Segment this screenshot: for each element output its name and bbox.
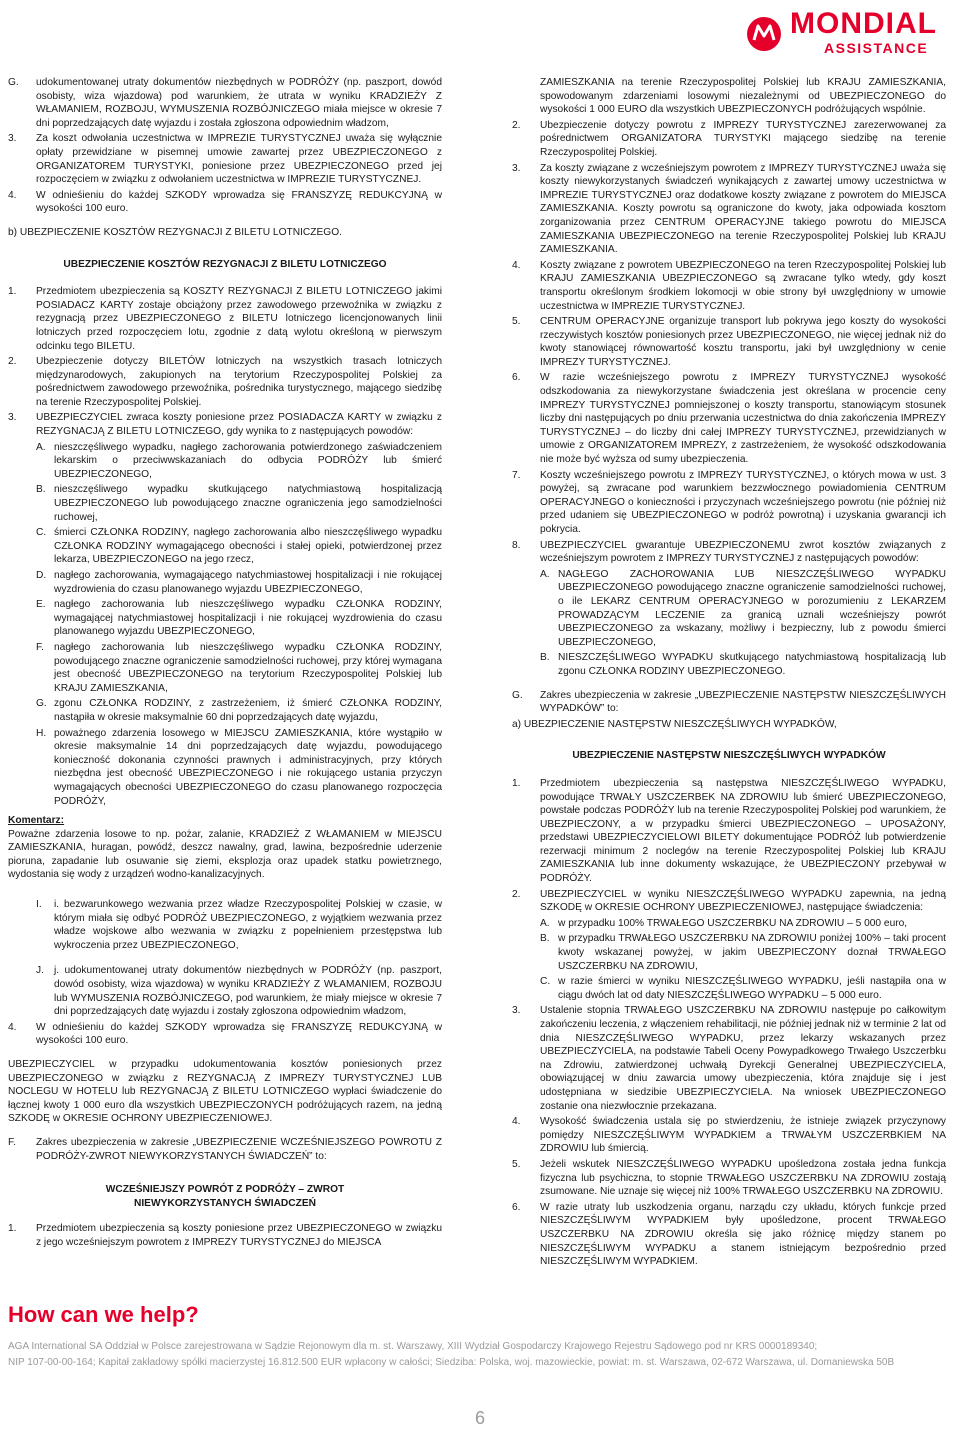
section-subtitle: b) UBEZPIECZENIE KOSZTÓW REZYGNACJI Z BILETU LOTNICZEGO. [8, 226, 342, 238]
brand-sub: ASSISTANCE [824, 40, 929, 56]
list-item: 4. W odnieśieniu do każdej SZKODY wprowadza się FRANSZYZĘ REDUKCYJNĄ w wysokości 100 euro. [8, 1021, 442, 1047]
list-item: 2. Ubezpieczenie dotyczy BILETÓW lotniczych na wszystkich trasach lotniczych międzynarodowych, zakupionych na terytorium Rzeczypospolitej Polskiej za pośrednictwem zawodowego przewoźnika, pośrednika turystycznego, mającego siedzibę na terenie Rzeczypospolitej Polskiej. [8, 356, 442, 408]
list-item: 5. Jeżeli wskutek NIESZCZĘŚLIWEGO WYPADKU upośledzona została jedna funkcja fizyczna lub psychiczna, to stopnie TRWAŁEGO USZCZERBKU NA ZDROWIU zostają zsumowane. Nie uznaje się więcej niż 100% TRWAŁEGO USZCZERBKU NA ZDROWIU. [512, 1158, 946, 1198]
sub-item: J. j. udokumentowanej utraty dokumentów niezbędnych w PODRÓŻY (np. paszport, dowód osobisty, wiza wjazdowa) w wyniku KRADZIEŻY Z WŁAMANIEM, ROZBOJU lub WYMUSZENIA ROZBÓJNICZEGO, pod warunkiem, że miały miejsce w okresie 7 dni poprzedzających datę wyjazdu i zostały zgłoszona odpowiednim władzom, [36, 965, 442, 1018]
sub-item: H. poważnego zdarzenia losowego w MIEJSCU ZAMIESZKANIA, które wystąpiło w okresie maksymalnie 14 dni poprzedzających datę wyjazdu, powodującego konieczność dokonania czynności prawnych i administracyjnych, przy których niezbędna jest obecność UBEZPIECZONEGO i nie rokującego ustania przyczyn wymagających obecności UBEZPIECZONEGO do czasu planowanego rozpoczęcia PODRÓŻY, [36, 727, 442, 807]
list-item: 2. UBEZPIECZYCIEL w wyniku NIESZCZĘŚLIWEGO WYPADKU zapewnia, na jedną SZKODĘ w OKRESIE OCHRONY UBEZPIECZENIOWEJ, następujące świadczenia: [512, 888, 946, 914]
mondial-logo-icon [746, 14, 782, 54]
section-subtitle: a) UBEZPIECZENIE NASTĘPSTW NIESZCZĘŚLIWYCH WYPADKÓW, [512, 718, 837, 730]
list-item: 3. UBEZPIECZYCIEL zwraca koszty poniesione przez POSIADACZA KARTY w związku z REZYGNACJĄ Z BILETU LOTNICZEGO, gdy wynika to z następujących powodów: [8, 412, 442, 438]
sub-item: B. w przypadku TRWAŁEGO USZCZERBKU NA ZDROWIU poniżej 100% – taki procent kwoty wskazanej powyżej, w jakim UBEZPIECZONY doznał TRWAŁEGO USZCZERBKU NA ZDROWIU, [540, 933, 946, 972]
list-item: 1. Przedmiotem ubezpieczenia są KOSZTY REZYGNACJI Z BILETU LOTNICZEGO jakimi POSIADACZ KARTY zostaje obciążony przez zawodowego przewoźnika w związku z rezygnacją przez UBEZPIECZONEGO z BILETU lotniczego licencjonowanych linii lotniczych przed rozpoczęciem lotu, zgodnie z datą wylotu określoną w pierwszym odcinku tego BILETU. [8, 286, 442, 352]
page-number: 6 [474, 1408, 485, 1428]
list-item: 6. W razie utraty lub uszkodzenia organu, narządu czy układu, których funkcje przed NIESZCZĘŚLIWYM WYPADKIEM były upośledzone, procent TRWAŁEGO USZCZERBKU NA ZDROWIU określa się jako różnicę między stanem po NIESZCZĘŚLIWYM WYPADKU a stanem istniejącym bezpośrednio przed NIESZCZĘŚLIWYM WYPADKIEM. [512, 1201, 946, 1268]
list-item: 4. Wysokość świadczenia ustala się po stwierdzeniu, że istnieje związek przyczynowy pomiędzy NIESZCZĘŚLIWYM WYPADKIEM a TRWAŁYM USZCZERBKIEM NA ZDROWIU lub śmiercią. [512, 1116, 946, 1155]
section-heading: UBEZPIECZENIE KOSZTÓW REZYGNACJI Z BILETU LOTNICZEGO [63, 258, 387, 270]
paragraph: UBEZPIECZYCIEL w przypadku udokumentowania kosztów poniesionych przez UBEZPIECZONEGO w związku z REZYGNACJĄ Z IMPREZY TURYSTYCZNEJ LUB NOCLEGU W HOTELU lub REZYGNACJĄ Z BILETU LOTNICZEGO wypłaci świadczenie do łącznej kwoty 1 000 euro dla wszystkich UBEZPIECZONYCH podróżujących razem, na jedną SZKODĘ w OKRESIE OCHRONY UBEZPIECZENIOWEJ. [8, 1059, 442, 1125]
list-item: 6. W razie wcześniejszego powrotu z IMPREZY TURYSTYCZNEJ wysokość odszkodowania za niewykorzystane świadczenia jest określana w procencie ceny IMPREZY TURYSTYCZNEJ pomniejszonej o koszty transportu, stanowiącym stosunek liczby dni następujących po dniu przerwania uczestnictwa do dnia zakończenia IMPREZY TURYSTYCZNEJ – do liczby dni całej IMPREZY TURYSTYCZNEJ, przewidzianych w umowie z ORGANIZATOREM IMPREZY, z zastrzeżeniem, że wysokość odszkodowania nie może być wyższa od sumy ubezpieczenia. [512, 372, 946, 466]
sub-item: C. w razie śmierci w wyniku NIESZCZĘŚLIWEGO WYPADKU, jeśli nastąpiła ona w ciągu dwóch lat od daty NIESZCZĘŚLIWEGO WYPADKU – 5 000 euro. [540, 976, 946, 1001]
sub-item: B. NIESZCZĘŚLIWEGO WYPADKU skutkującego natychmiastową hospitalizacją lub zgonu CZŁONKA RODZINY UBEZPIECZONEGO. [540, 652, 946, 677]
list-item: 4. Koszty związane z powrotem UBEZPIECZONEGO na teren Rzeczypospolitej Polskiej lub KRAJU ZAMIESZKANIA UBEZPIECZONEGO są zwracane tylko wtedy, gdy koszt transportu określonym środkiem lokomocji w obie strony był uwzględniony w umowie uczestnictwa w IMPREZIE TURYSTYCZNEJ. [512, 259, 946, 312]
list-item: G. udokumentowanej utraty dokumentów niezbędnych w PODRÓŻY (np. paszport, dowód osobisty, wiza wjazdowa) pod warunkiem, że utrata w wyniku KRADZIEŻY Z WŁAMANIEM, ROZBOJU, WYMUSZENIA ROZBÓJNICZEGO miała miejsce w okresie 7 dni poprzedzających datę wyjazdu i została zgłoszona odpowiednim władzom, [8, 77, 442, 129]
comment-text: Poważne zdarzenia losowe to np. pożar, zalanie, KRADZIEŻ Z WŁAMANIEM w MIEJSCU ZAMIESZKANIA, huragan, powódź, deszcz nawalny, grad, lawina, bezpośrednie uderzenie pioruna, zapadanie lub osuwanie się ziemi, eksplozja oraz upadek statku powietrznego, wydostania się wody z urządzeń wodno-kanalizacyjnych. [8, 828, 442, 881]
sub-item: D. nagłego zachorowania, wymagającego natychmiastowej hospitalizacji i nie rokującej wyzdrowienia do czasu planowanego wyjazdu UBEZPIECZONEGO, [36, 570, 442, 595]
help-title: How can we help? [8, 1302, 199, 1327]
sub-item: G. zgonu CZŁONKA RODZINY, z zastrzeżeniem, iż śmierć CZŁONKA RODZINY, nastąpiła w okresie maksymalnie 60 dni poprzedzających datę wyjazdu, [36, 698, 442, 723]
sub-item: A. nieszczęśliwego wypadku, nagłego zachorowania potwierdzonego zaświadczeniem lekarskim o przeciwwskazaniach do odbycia PODRÓŻY lub śmierć UBEZPIECZONEGO, [36, 441, 442, 480]
sub-item: I. i. bezwarunkowego wezwania przez władze Rzeczypospolitej Polskiej w czasie, w którym miała się odbyć PODRÓŻ UBEZPIECZONEGO, z wyjątkiem wezwania przez władze wojskowe albo wezwania w związku z popełnieniem przestępstwa lub wykroczenia przez UBEZPIECZONEGO, [36, 899, 442, 951]
comment-title: Komentarz: [8, 815, 65, 827]
list-item: 3. Ustalenie stopnia TRWAŁEGO USZCZERBKU NA ZDROWIU następuje po całkowitym zakończeniu leczenia, z włączeniem rehabilitacji, nie później jednak niż w terminie 2 lat od dnia NIESZCZĘŚLIWEGO WYPADKU, przez lekarzy wskazanych przez UBEZPIECZYCIELA, na podstawie Tabeli Oceny Powypadkowego Trwałego Uszczerbku na Zdrowiu, zatwierdzonej uchwałą Dyrekcji Generalnej UBEZPIECZYCIELA, obowiązującej w dniu zawarcia umowy ubezpieczenia, która znajduje się i jest udostępniana w siedzibie UBEZPIECZYCIELA. Na wniosek UBEZPIECZONEGO zostanie ona niezwłocznie przekazana. [512, 1005, 947, 1112]
list-item: 4. W odnieśieniu do każdej SZKODY wprowadza się FRANSZYZĘ REDUKCYJNĄ w wysokości 100 euro. [8, 189, 442, 215]
sub-item: F. nagłego zachorowania lub nieszczęśliwego wypadku CZŁONKA RODZINY, powodującego znaczne ograniczenie samodzielności ruchowej, przy której wymagana jest obecność UBEZPIECZONEGO na terytorium Rzeczypospolitej Polskiej lub KRAJU ZAMIESZKANIA, [36, 641, 442, 694]
right-column [512, 76, 946, 1271]
sub-item: B. nieszczęśliwego wypadku skutkującego natychmiastową hospitalizacją UBEZPIECZONEGO lub powodującego znaczne ograniczenia jego samodzielności ruchowej, [36, 484, 442, 523]
left-column [8, 76, 442, 1252]
list-item: 7. Koszty wcześniejszego powrotu z IMPREZY TURYSTYCZNEJ, o których mowa w ust. 3 powyżej, są zwracane pod warunkiem bezzwłocznego powiadomienia CENTRUM OPERACYJNEGO o konieczności i przyczynach wcześniejszego powrotu (nie później niż przed udaniem się UBEZPIECZONEGO w podróż powrotną) i uzyskania gwarancji ich pokrycia. [512, 469, 946, 535]
section-heading: UBEZPIECZENIE NASTĘPSTW NIESZCZĘŚLIWYCH WYPADKÓW [572, 750, 886, 762]
list-item: 5. CENTRUM OPERACYJNE organizuje transport lub pokrywa jego koszty do wysokości rzeczywistych kosztów poniesionych przez UBEZPIECZONEGO, nie więcej jednak niż do kwoty stanowiącej równowartość kosztu transportu, jaki był uwzględniony w cenie IMPREZY TURYSTYCZNEJ. [512, 316, 946, 368]
list-item: 3. Za koszty związane z wcześniejszym powrotem z IMPREZY TURYSTYCZNEJ uważa się koszty niewykorzystanych świadczeń wynikających z zawartej umowy uczestnictwa w IMPREZIE TURYSTYCZNEJ oraz dodatkowe koszty związane z powrotem do MIEJSCA ZAMIESZKANIA. Koszty powrotu są ograniczone do kwoty, jaka odpowiada kosztom zorganizowania przez CENTRUM OPERACYJNE takiego powrotu do MIEJSCA ZAMIESZKANIA UBEZPIECZONEGO na terenie Rzeczypospolitej Polskiej lub KRAJU ZAMIESZKANIA. [512, 162, 946, 256]
footer-legal-line: AGA International SA Oddział w Polsce zarejestrowana w Sądzie Rejonowym dla m. st. Warszawy, XIII Wydział Gospodarczy Krajowego Rejestru Sądowego pod nr KRS 0000189340; [8, 1341, 818, 1352]
sub-item: A. NAGŁEGO ZACHOROWANIA LUB NIESZCZĘŚLIWEGO WYPADKU UBEZPIECZONEGO powodującego znaczne ograniczenie samodzielności ruchowej, o ile LEKARZ CENTRUM OPERACYJNEGO w porozumieniu z LEKARZEM PROWADZĄCYM LECZENIE za granicą uznali wcześniejszy powrót UBEZPIECZONEGO za wskazany, możliwy i bezpieczny, lub z powodu śmierci UBEZPIECZONEGO, [540, 568, 946, 648]
section-heading: WCZEŚNIEJSZY POWRÓT Z PODRÓŻY – ZWROT NIEWYKORZYSTANYCH ŚWIADCZEŃ [105, 1184, 345, 1209]
sub-item: A. w przypadku 100% TRWAŁEGO USZCZERBKU NA ZDROWIU – 5 000 euro, [540, 917, 908, 929]
mondial-logo [746, 6, 946, 58]
brand-name: MONDIAL [790, 7, 937, 40]
list-item: 3. Za koszt odwołania uczestnictwa w IMPREZIE TURYSTYCZNEJ uważa się wyłącznie opłaty przewidziane w pisemnej umowie zawartej przez UBEZPIECZONEGO z ORGANIZATOREM TURYSTYKI, poniesione przez UBEZPIECZONEGO przed jej rozpoczęciem w związku z odwołaniem uczestnictwa w IMPREZIE TURYSTYCZNEJ. [8, 133, 442, 186]
list-item: F. Zakres ubezpieczenia w zakresie „UBEZPIECZENIE WCZEŚNIEJSZEGO POWROTU Z PODRÓŻY-ZWROT NIEWYKORZYSTANYCH ŚWIADCZEŃ” to: [8, 1136, 442, 1162]
list-item: 8. UBEZPIECZYCIEL gwarantuje UBEZPIECZONEMU zwrot kosztów związanych z wcześniejszym powrotem z IMPREZY TURYSTYCZNEJ z następujących powodów: [512, 539, 946, 565]
list-item: ZAMIESZKANIA na terenie Rzeczypospolitej Polskiej lub KRAJU ZAMIESZKANIA, spowodowanym zdarzeniami losowymi niezależnymi od UBEZPIECZONEGO do wysokości 1 000 EURO dla wszystkich UBEZPIECZONYCH podróżujących wspólnie. [540, 77, 946, 116]
sub-item: C. śmierci CZŁONKA RODZINY, nagłego zachorowania albo nieszczęśliwego wypadku CZŁONKA RODZINY wymagającego obecności i stałej opieki, potwierdzonej przez lekarza, UBEZPIECZONEGO na jego rzecz, [36, 527, 442, 566]
list-item: 2. Ubezpieczenie dotyczy powrotu z IMPREZY TURYSTYCZNEJ zarezerwowanej za pośrednictwem ORGANIZATORA TURYSTYKI mającego siedzibę na terenie Rzeczypospolitej Polskiej. [512, 119, 946, 158]
list-item: G. Zakres ubezpieczenia w zakresie „UBEZPIECZENIE NASTĘPSTW NIESZCZĘŚLIWYCH WYPADKÓW” to: [512, 689, 946, 715]
list-item: 1. Przedmiotem ubezpieczenia są koszty poniesione przez UBEZPIECZONEGO w związku z jego wcześniejszym powrotem z IMPREZY TURYSTYCZNEJ do MIEJSCA [8, 1223, 442, 1248]
sub-item: E. nagłego zachorowania lub nieszczęśliwego wypadku CZŁONKA RODZINY, wymagającej natychmiastowej hospitalizacji i nie rokującej wyzdrowienia do czasu planowanego wyjazdu UBEZPIECZONEGO, [36, 599, 442, 638]
footer-legal-line: NIP 107-00-00-164; Kapitał zakładowy spółki macierzystej 16.812.500 EUR wpłacony w całości; Siedziba: Polska, woj. mazowieckie, powiat: m. st. Warszawa, 02-672 Warszawa, ul. Domaniewska 50B [8, 1357, 895, 1368]
list-item: 1. Przedmiotem ubezpieczenia są następstwa NIESZCZĘŚLIWEGO WYPADKU, powodujące TRWAŁY USZCZERBEK NA ZDROWIU lub śmierć UBEZPIECZONEGO, powstałe podczas PODRÓŻY lub na terenie Rzeczypospolitej Polskiej pod warunkiem, że UBEZPIECZONY, a w przypadku śmierci UBEZPIECZONEGO – UPOSAŻONY, przedstawi UBEZPIECZYCIELOWI BILETY dokumentujące PODRÓŻ lub potwierdzenie rezerwacji minimum 2 noclegów na terenie Rzeczypospolitej Polskiej lub KRAJU ZAMIESZKANIA lub inne dokumenty wskazujące, że UBEZPIECZONY przebywał w PODRÓŻY. [512, 777, 946, 885]
